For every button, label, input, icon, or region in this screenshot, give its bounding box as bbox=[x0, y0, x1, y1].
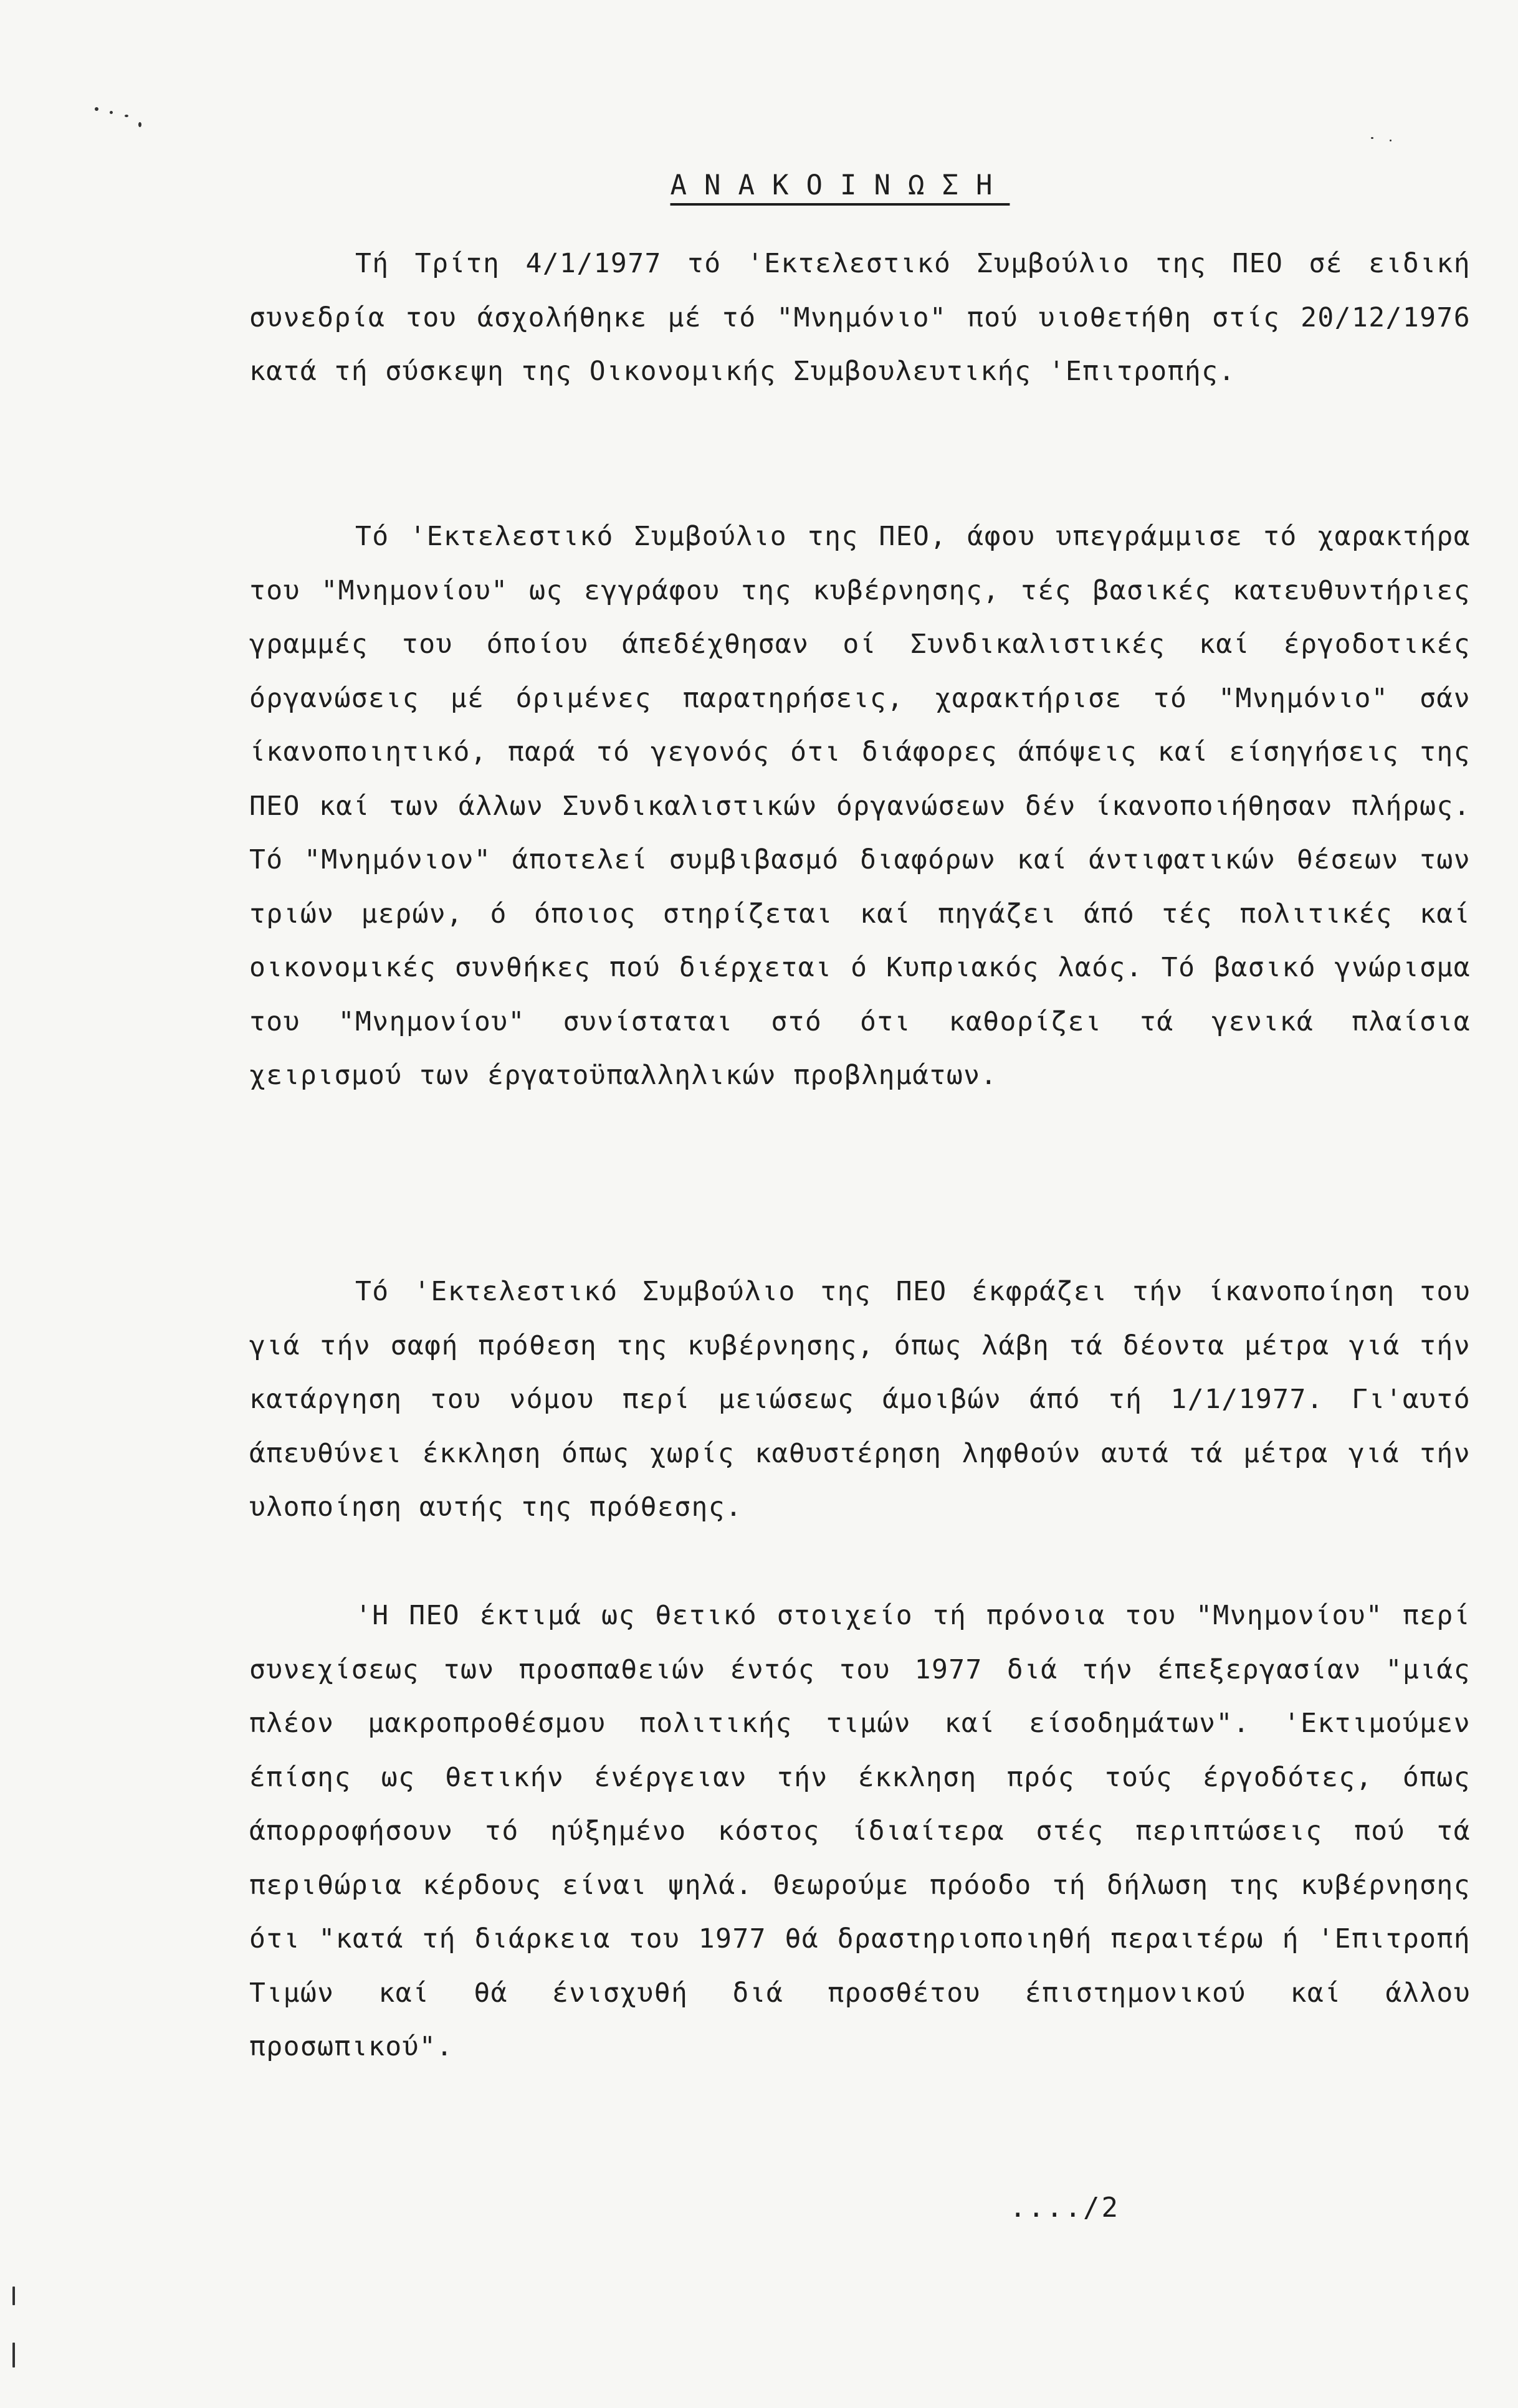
scan-speck bbox=[125, 115, 128, 117]
page-continuation: ..../2 bbox=[1010, 2192, 1120, 2224]
paragraph-3: Τό 'Εκτελεστικό Συμβούλιο της ΠΕΟ έκφράζει τήν ίκανοποίηση του γιά τήν σαφή πρόθεση της κυβέρνησης, όπως λάβη τά δέοντα μέτρα γιά τήν κατάργηση του νόμου περί μειώσεως άμοιβών άπό τή 1/1/1977. Γι'αυτό άπευθύνει έκκληση όπως χωρίς καθυστέρηση ληφθούν αυτά τά μέτρα γιά τήν υλοποίηση αυτής της πρόθεσης. bbox=[249, 1276, 1471, 1523]
scan-speck bbox=[138, 122, 141, 127]
paragraph-1: Τή Τρίτη 4/1/1977 τό 'Εκτελεστικό Συμβούλιο της ΠΕΟ σέ ειδική συνεδρία του άσχολήθηκε μέ τό "Μνημόνιο" πού υιοθετήθη στίς 20/12/1976 κατά τή σύσκεψη της Οικονομικής Συμβουλευτικής 'Επιτροπής. bbox=[249, 248, 1471, 387]
scan-speck bbox=[1371, 137, 1373, 139]
document-title: ΑΝΑΚΟΙΝΩΣΗ bbox=[670, 169, 1010, 201]
paragraph-2: Τό 'Εκτελεστικό Συμβούλιο της ΠΕΟ, άφου υπεγράμμισε τό χαρακτήρα του "Μνημονίου" ως εγγράφου της κυβέρνησης, τές βασικές κατευθυντήριες γραμμές του όποίου άπεδέχθησαν οί Συνδικαλιστικές καί έργοδοτικές όργανώσεις μέ όριμένες παρατηρήσεις, χαρακτήρισε τό "Μνημόνιο" σάν ίκανοποιητικό, παρά τό γεγονός ότι διάφορες άπόψεις καί είσηγήσεις της ΠΕΟ καί των άλλων Συνδικαλιστικών όργανώσεων δέν ίκανοποιήθησαν πλήρως. Τό "Μνημόνιον" άποτελεί συμβιβασμό διαφόρων καί άντιφατικών θέσεων των τριών μερών, ό όποιος στηρίζεται καί πηγάζει άπό τές πολιτικές καί οικονομικές συνθήκες πού διέρχεται ό Κυπριακός λαός. Τό βασικό γνώρισμα του "Μνημονίου" συνίσταται στό ότι καθορίζει τά γενικά πλαίσια χειρισμού των έργατοϋπαλληλικών προβλημάτων. bbox=[249, 521, 1471, 1091]
scan-speck bbox=[1390, 140, 1392, 141]
paragraph-4: 'Η ΠΕΟ έκτιμά ως θετικό στοιχείο τή πρόνοια του "Μνημονίου" περί συνεχίσεως των προσπαθειών έντός του 1977 διά τήν έπεξεργασίαν "μιάς πλέον μακροπροθέσμου πολιτικής τιμών καί είσοδημάτων". 'Εκτιμούμεν έπίσης ως θετικήν ένέργειαν τήν έκκληση πρός τούς έργοδότες, όπως άπορροφήσουν τό ηύξημένο κόστος ίδιαίτερα στές περιπτώσεις πού τά περιθώρια κέρδους είναι ψηλά. Θεωρούμε πρόοδο τή δήλωση της κυβέρνησης ότι "κατά τή διάρκεια του 1977 θά δραστηριοποιηθή περαιτέρω ή 'Επιτροπή Τιμών καί θά ένισχυθή διά προσθέτου έπιστημονικού καί άλλου προσωπικού". bbox=[249, 1600, 1471, 2062]
scan-speck bbox=[95, 107, 98, 111]
scan-speck bbox=[12, 2343, 15, 2368]
scan-speck bbox=[110, 111, 113, 114]
scan-speck bbox=[12, 2287, 15, 2305]
